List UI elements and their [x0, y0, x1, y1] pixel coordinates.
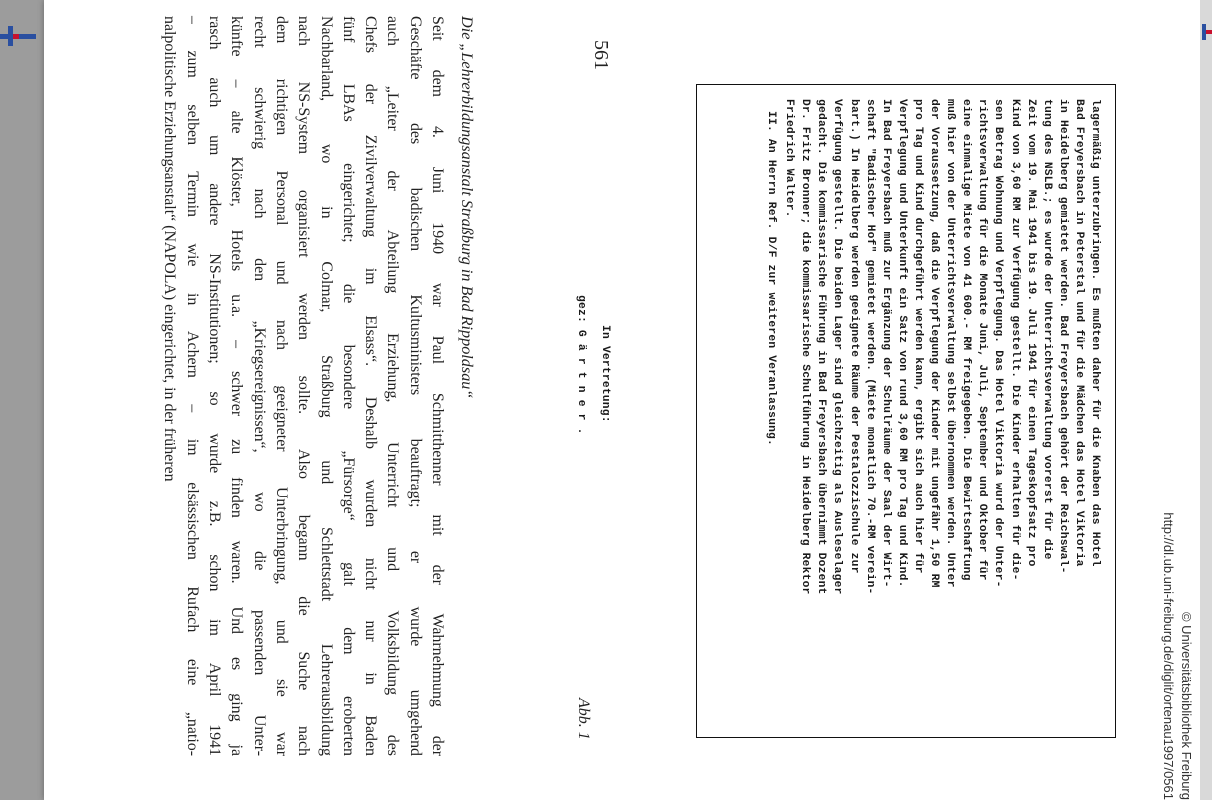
typescript-line: Dr. Fritz Bronner; die kommissarische Schulführung in Heidelberg Rektor: [799, 99, 812, 595]
article-line: rasch auch um andere NS-Institutionen; so wurde z.B. schon im April 1941: [206, 16, 224, 756]
typescript-line: Friedrich Walter.: [783, 99, 796, 218]
signature-line-1: In Vertretung:: [599, 325, 612, 423]
typescript-line: pro Tag und Kind durchgeführt werden kann, ergibt sich auch hier für: [911, 99, 924, 574]
next-page-edge[interactable]: [1200, 0, 1212, 800]
typescript-line: Bad Freyersbach in Peterstal und für die Mädchen das Hotel Viktoria: [1072, 99, 1085, 567]
article-line: auch „Leiter der Abteilung Erziehung, Unterricht und Volksbildung des: [384, 16, 402, 756]
article-line: nalpolitische Erziehungsanstalt“ (NAPOLA) eingerichtet, in der früheren: [161, 16, 179, 482]
article-line: künfte – alte Klöster, Hotels u.a. – schwer zu finden waren. Und es ging ja: [228, 16, 246, 756]
article-line: nach NS-System organisiert werden sollte. Also begann die Suche nach: [295, 16, 313, 756]
article-title: Die „Lehrerbildungsanstalt Straßburg in Bad Rippoldsau“: [458, 16, 476, 399]
article-line: Nachbarland, wo in Colmar, Straßburg und Schlettstadt Lehrerausbildung: [317, 16, 335, 756]
library-logo-left: [0, 26, 36, 46]
article-line: Chefs der Zivilverwaltung im Elsass“. Deshalb wurden nicht nur in Baden: [362, 16, 380, 756]
typescript-line: lagermäßig unterzubringen. Es mußten daher für die Knaben das Hotel: [1089, 99, 1101, 567]
typescript-lines: [763, 99, 1103, 723]
signature-line-2: gez: G ä r t n e r .: [574, 295, 587, 435]
scanned-page: [44, 0, 1200, 800]
typescript-line: Kind von 3,60 RM zur Verfügung gestellt. Die Kinder erhalten für die-: [1008, 99, 1021, 581]
article-line: fünf LBAs eingerichtet; die besondere „Fürsorge“ galt dem eroberten: [339, 16, 357, 756]
typescript-line: bart.) In Heidelberg werden geeignete Räume der Pestalozzischule zur: [847, 99, 860, 574]
typescript-line: sen Betrag Wohnung und Verpflegung. Das Hotel Viktoria wurd der Unter-: [992, 99, 1005, 588]
typescript-spacer: [613, 99, 763, 723]
article-line: – zum selben Termin wie in Achern – im elsässischen Rufach eine „natio-: [183, 16, 201, 756]
page-number: 561: [590, 40, 612, 70]
typescript-line: Verfügung gestellt. Die beiden Lager sind gleichzeitig als Ausleselager: [831, 99, 844, 595]
typescript-line: der Voraussetzung, daß die Verpflegung der Kinder mit ungefähr 1,50 RM: [928, 99, 941, 588]
typescript-line: Verpflegung und Unterkunft ein Satz von rund 3,60 RM pro Tag und Kind.: [895, 99, 908, 588]
typescript-line: schaft "Badischer Hof" gemietet werden. (Miete monatlich 70.-RM verein-: [863, 99, 876, 595]
article-line: recht schwierig nach den „Kriegsereignissen“, wo die passenden Unter-: [250, 16, 268, 756]
typescript-line: in Heidelberg gemietet werden. Bad Freyersbach gehört der Reichswal-: [1056, 99, 1069, 574]
copyright-notice: © Universitätsbibliothek Freiburg: [1179, 611, 1194, 800]
figure-label: Abb. 1: [575, 698, 592, 740]
typescript-line: eine einmalige Miete von 41 600.- RM freigegeben. Die Bewirtschaftung: [960, 99, 973, 581]
typescript-line: gedacht. Die kommissarische Führung in Bad Freyersbach übernimmt Dozent: [815, 99, 828, 595]
typescript-line: II. An Herrn Ref. D/F zur weiteren Veranlassung.: [765, 111, 778, 447]
library-logo-right: [1200, 24, 1212, 40]
typescript-line: muß hier von der Unterrichtsverwaltung selbst übernommen werden. Unter: [944, 99, 957, 588]
source-url[interactable]: http://dl.ub.uni-freiburg.de/diglit/ortenau1997/0561: [1161, 512, 1176, 800]
typescript-line: richtsverwaltung für die Monate Juni, Juli, September und Oktober für: [976, 99, 989, 581]
typescript-line: Zeit vom 19. Mai 1941 bis 19. Juli 1941 für einen Tageskopfsatz pro: [1024, 99, 1037, 567]
article-body: [158, 16, 448, 756]
typescript-line: tung des NSLB.; es wurde der Unterrichtsverwaltung vorerst für die: [1040, 99, 1053, 560]
typescript-line: In Bad Freyersbach muß zur Ergänzung der Schulräume der Saal der Wirt-: [879, 99, 892, 588]
article-line: dem richtigen Personal und nach geeigneter Unterbringung, und sie war: [272, 16, 290, 756]
rotated-page-content: [44, 0, 1200, 800]
article-line: Seit dem 4. Juni 1940 war Paul Schmitthenner mit der Wahrnehmung der: [429, 16, 446, 756]
article-line: Geschäfte des badischen Kultusministers beauftragt; er wurde umgehend: [406, 16, 424, 756]
